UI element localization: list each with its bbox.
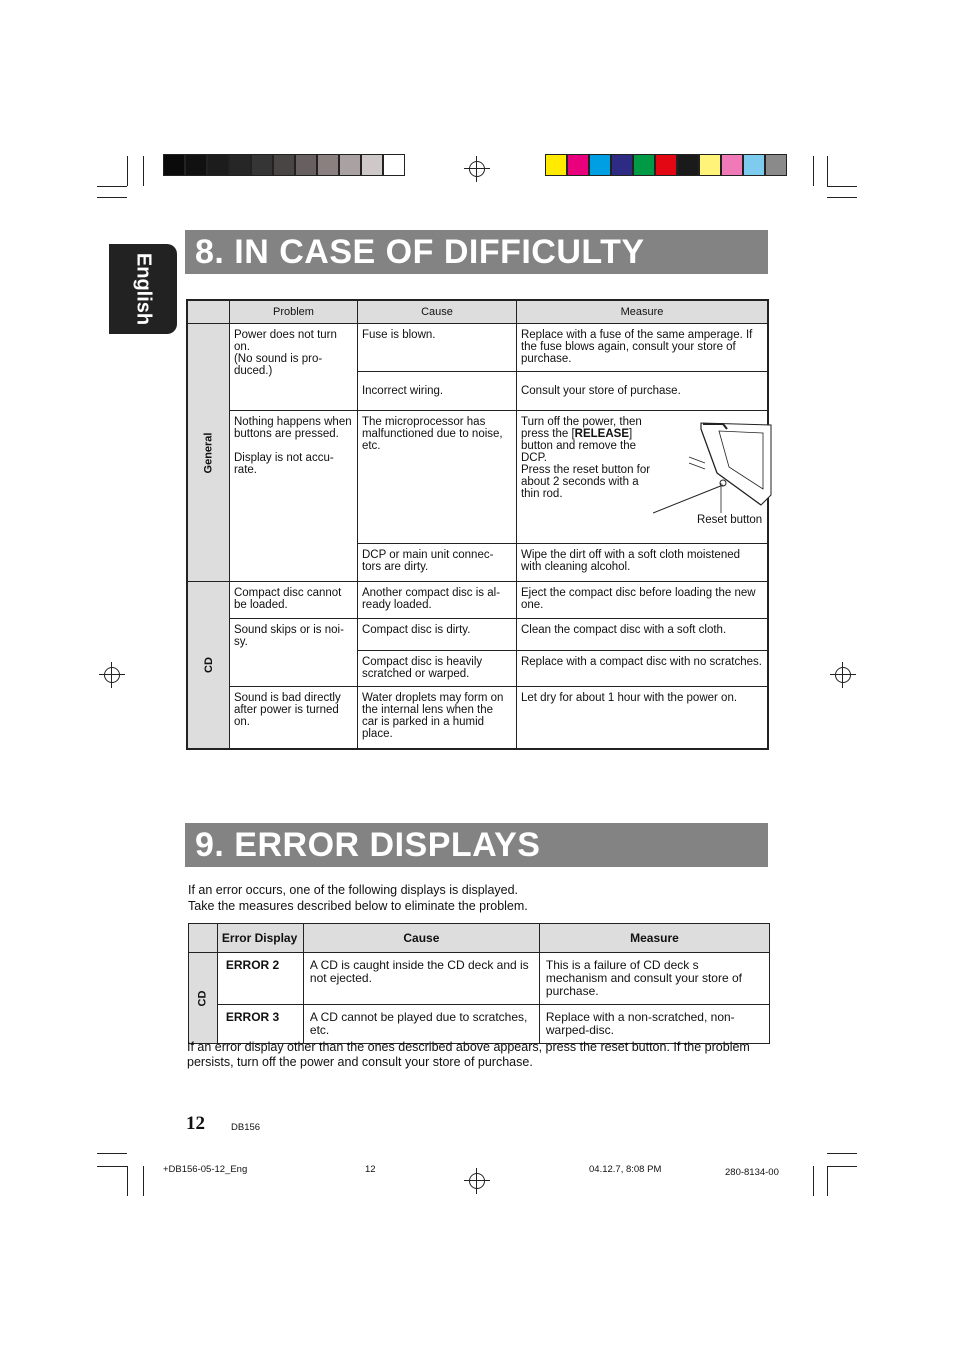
crop-mark: [827, 1166, 828, 1196]
color-swatch: [611, 154, 633, 176]
section-9-title: 9. ERROR DISPLAYS: [185, 823, 768, 867]
header-blank: [189, 924, 218, 953]
color-swatch: [185, 154, 207, 176]
header-measure: Measure: [516, 300, 768, 324]
measure-cell: Replace with a non-scratched, non-warped-disc.: [539, 1005, 769, 1044]
measure-cell: Clean the compact disc with a soft cloth.: [516, 619, 768, 651]
header-error-display: Error Display: [217, 924, 303, 953]
color-swatch: [765, 154, 787, 176]
cause-cell: Compact disc is dirty.: [357, 619, 516, 651]
crop-mark: [827, 186, 857, 187]
registration-mark-icon: [469, 161, 485, 177]
color-swatch: [207, 154, 229, 176]
print-date: 04.12.7, 8:08 PM: [589, 1164, 662, 1175]
cause-cell: Water droplets may form on the internal lens when the car is parked in a humid place.: [357, 687, 516, 749]
crop-mark: [827, 156, 828, 186]
category-cd: CD: [187, 582, 229, 749]
problem-cell: Compact disc cannot be loaded.: [229, 582, 357, 619]
color-swatch: [589, 154, 611, 176]
color-swatch: [295, 154, 317, 176]
header-cause: Cause: [303, 924, 539, 953]
color-swatch: [229, 154, 251, 176]
measure-cell: Wipe the dirt off with a soft cloth moistened with cleaning alcohol.: [516, 544, 768, 582]
category-cd: CD: [189, 953, 218, 1044]
header-measure: Measure: [539, 924, 769, 953]
color-swatch: [339, 154, 361, 176]
color-swatch: [743, 154, 765, 176]
measure-cell-reset: Turn off the power, then press the [RELEASE] button and remove the DCP. Press the reset button for about 2 seconds with a thin rod. Reset button: [516, 411, 768, 544]
header-cause: Cause: [357, 300, 516, 324]
header-blank: [187, 300, 229, 324]
color-swatch: [545, 154, 567, 176]
measure-cell: Replace with a compact disc with no scratches.: [516, 651, 768, 687]
problem-cell: Power does not turn on. (No sound is pro-duced.): [229, 324, 357, 411]
language-tab-label: English: [132, 252, 155, 326]
header-problem: Problem: [229, 300, 357, 324]
reset-button-label: Reset button: [696, 514, 763, 526]
crop-mark: [813, 156, 814, 186]
registration-mark-icon: [469, 1173, 485, 1189]
problem-cell: Sound skips or is noi-sy.: [229, 619, 357, 687]
section-8-title: 8. IN CASE OF DIFFICULTY: [185, 230, 768, 274]
crop-mark: [143, 1166, 144, 1196]
cause-cell: The microprocessor has malfunctioned due to noise, etc.: [357, 411, 516, 544]
table-header-row: [189, 924, 770, 953]
footer-note: If an error display other than the ones described above appears, press the reset button. If the problem persists, turn off the power and consult your store of purchase.: [187, 1040, 750, 1069]
color-swatch: [251, 154, 273, 176]
color-swatch: [273, 154, 295, 176]
cause-cell: Another compact disc is al-ready loaded.: [357, 582, 516, 619]
table-row: [187, 582, 768, 619]
model-code: DB156: [231, 1122, 261, 1133]
crop-mark: [143, 156, 144, 186]
cause-cell: A CD is caught inside the CD deck and is not ejected.: [303, 953, 539, 1005]
crop-mark: [97, 1166, 127, 1167]
category-general: General: [187, 324, 229, 582]
crop-mark: [813, 1166, 814, 1196]
intro-line-1: If an error occurs, one of the following displays is displayed.: [188, 883, 519, 897]
measure-cell: Replace with a fuse of the same amperage. If the fuse blows again, consult your store of purchase.: [516, 324, 768, 372]
table-row: [187, 687, 768, 749]
color-swatch: [567, 154, 589, 176]
cause-cell: Fuse is blown.: [357, 324, 516, 372]
table-row: [187, 411, 768, 544]
measure-cell: Consult your store of purchase.: [516, 372, 768, 411]
troubleshooting-table: [186, 299, 769, 750]
error-code: ERROR 3: [217, 1005, 303, 1044]
problem-cell: Nothing happens when buttons are pressed. Display is not accu-rate.: [229, 411, 357, 582]
table-row: [187, 324, 768, 372]
color-swatch: [633, 154, 655, 176]
table-row: [187, 619, 768, 651]
color-swatch: [383, 154, 405, 176]
cause-cell: DCP or main unit connec-tors are dirty.: [357, 544, 516, 582]
unit-reset-illustration: [653, 415, 785, 517]
table-row: [189, 1005, 770, 1044]
error-display-table: [188, 923, 770, 1044]
crop-mark: [127, 1166, 128, 1196]
problem-cell: Sound is bad directly after power is turned on.: [229, 687, 357, 749]
color-swatch: [163, 154, 185, 176]
crop-mark: [127, 156, 128, 186]
registration-mark-icon: [104, 667, 120, 683]
cause-cell: A CD cannot be played due to scratches, etc.: [303, 1005, 539, 1044]
measure-cell: Let dry for about 1 hour with the power on.: [516, 687, 768, 749]
table-header-row: [187, 300, 768, 324]
crop-mark: [97, 1153, 127, 1154]
color-bars-right: [545, 154, 787, 176]
crop-mark: [827, 1166, 857, 1167]
registration-mark-icon: [835, 667, 851, 683]
crop-mark: [97, 197, 127, 198]
language-tab: [109, 244, 177, 334]
cause-cell: Compact disc is heavily scratched or warped.: [357, 651, 516, 687]
measure-cell: This is a failure of CD deck s mechanism and consult your store of purchase.: [539, 953, 769, 1005]
cause-cell: Incorrect wiring.: [357, 372, 516, 411]
color-bars-left: [163, 154, 405, 176]
color-swatch: [721, 154, 743, 176]
crop-mark: [97, 186, 127, 187]
color-swatch: [655, 154, 677, 176]
color-swatch: [317, 154, 339, 176]
error-code: ERROR 2: [217, 953, 303, 1005]
table-row: [189, 953, 770, 1005]
page-number: 12: [186, 1113, 205, 1134]
color-swatch: [361, 154, 383, 176]
crop-mark: [827, 197, 857, 198]
intro-line-2: Take the measures described below to eliminate the problem.: [188, 899, 528, 913]
color-swatch: [699, 154, 721, 176]
measure-cell: Eject the compact disc before loading the new one.: [516, 582, 768, 619]
page-small: 12: [365, 1164, 376, 1175]
crop-mark: [827, 1153, 857, 1154]
color-swatch: [677, 154, 699, 176]
file-name: +DB156-05-12_Eng: [163, 1164, 248, 1175]
part-code: 280-8134-00: [725, 1167, 779, 1178]
